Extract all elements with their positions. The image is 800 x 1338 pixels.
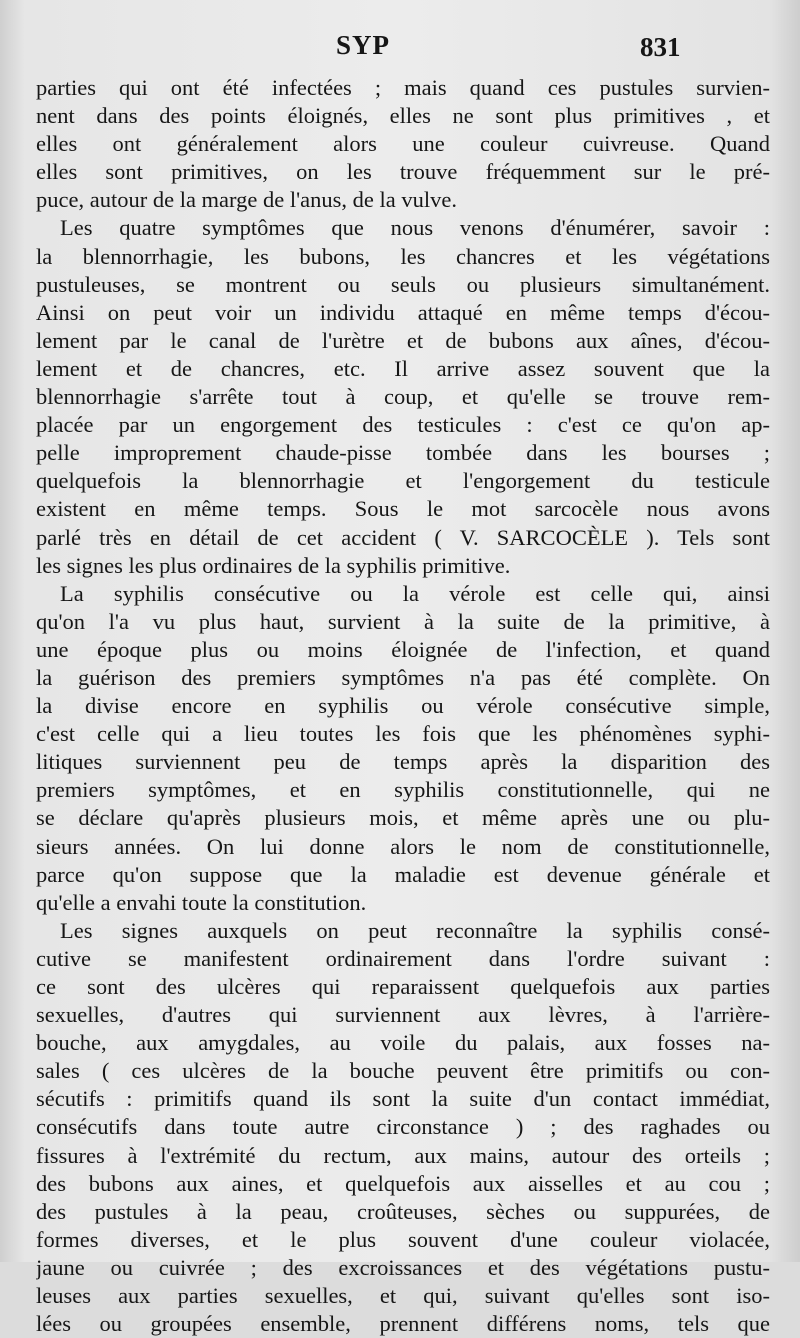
text-line: placée par un engorgement des testicules : c'est ce qu'on ap- — [36, 412, 770, 438]
text-line: bouche, aux amygdales, au voile du palais, aux fosses na- — [36, 1030, 770, 1056]
text-line: une époque plus ou moins éloignée de l'infection, et quand — [36, 636, 770, 662]
text-line: la divise encore en syphilis ou vérole consécutive simple, — [36, 693, 770, 719]
text-line: elles sont primitives, on les trouve fréquemment sur le pré- — [36, 159, 770, 185]
text-line: se déclare qu'après plusieurs mois, et même après une ou plu- — [36, 805, 770, 831]
text-line: sexuelles, d'autres qui surviennent aux lèvres, à l'arrière- — [36, 1002, 770, 1028]
running-head — [0, 30, 800, 64]
text-line: parties qui ont été infectées ; mais quand ces pustules survien- — [36, 75, 770, 100]
text-line: les signes les plus ordinaires de la syphilis primitive. — [36, 552, 511, 578]
text-line: parlé très en détail de cet accident ( V. SARCOCÈLE ). Tels sont — [36, 524, 770, 550]
text-line: la guérison des premiers symptômes n'a pas été complète. On — [36, 664, 770, 690]
text-line: des bubons aux aines, et quelquefois aux aisselles et au cou ; — [36, 1170, 770, 1196]
text-line: lement par le canal de l'urètre et de bubons aux aînes, d'écou- — [36, 327, 770, 353]
text-line: elles ont généralement alors une couleur cuivreuse. Quand — [36, 131, 770, 157]
text-line: pustuleuses, se montrent ou seuls ou plusieurs simultanément. — [36, 271, 770, 297]
paragraph-start-line: Les signes auxquels on peut reconnaître la syphilis consé- — [60, 917, 770, 943]
paragraph-start-line: La syphilis consécutive ou la vérole est celle qui, ainsi — [60, 580, 770, 606]
text-line: qu'on l'a vu plus haut, survient à la suite de la primitive, à — [36, 608, 770, 634]
text-line: litiques surviennent peu de temps après la disparition des — [36, 749, 770, 775]
text-line: lement et de chancres, etc. Il arrive assez souvent que la — [36, 355, 770, 381]
text-line: puce, autour de la marge de l'anus, de la vulve. — [36, 187, 457, 213]
text-line: la blennorrhagie, les bubons, les chancres et les végétations — [36, 243, 770, 269]
text-line: c'est celle qui a lieu toutes les fois que les phénomènes syphi- — [36, 721, 770, 747]
text-line: quelquefois la blennorrhagie et l'engorgement du testicule — [36, 468, 770, 494]
paragraph-start-line: Les quatre symptômes que nous venons d'énumérer, savoir : — [60, 215, 770, 241]
text-line: blennorrhagie s'arrête tout à coup, et qu'elle se trouve rem- — [36, 384, 770, 410]
page-number: 831 — [640, 32, 681, 62]
text-line: nent dans des points éloignés, elles ne sont plus primitives , et — [36, 103, 770, 129]
text-line: premiers symptômes, et en syphilis constitutionnelle, qui ne — [36, 777, 770, 803]
body-text — [36, 74, 770, 1338]
text-line: cutive se manifestent ordinairement dans l'ordre suivant : — [36, 945, 770, 971]
running-head-title: SYP — [336, 30, 391, 60]
text-line: sécutifs : primitifs quand ils sont la suite d'un contact immédiat, — [36, 1086, 770, 1112]
text-line: parce qu'on suppose que la maladie est devenue générale et — [36, 861, 770, 887]
text-line: ce sont des ulcères qui reparaissent quelquefois aux parties — [36, 974, 770, 999]
text-line: sieurs années. On lui donne alors le nom de constitutionnelle, — [36, 833, 770, 859]
text-line: leuses aux parties sexuelles, et qui, suivant qu'elles sont iso- — [36, 1283, 770, 1309]
text-line: jaune ou cuivrée ; des excroissances et des végétations pustu- — [36, 1254, 770, 1280]
text-line: qu'elle a envahi toute la constitution. — [36, 889, 367, 915]
text-line: formes diverses, et le plus souvent d'une couleur violacée, — [36, 1226, 770, 1252]
text-line: des pustules à la peau, croûteuses, sèches ou suppurées, de — [36, 1198, 770, 1224]
text-line: existent en même temps. Sous le mot sarcocèle nous avons — [36, 496, 770, 522]
text-line: fissures à l'extrémité du rectum, aux mains, autour des orteils ; — [36, 1142, 770, 1168]
text-line: pelle improprement chaude-pisse tombée dans les bourses ; — [36, 440, 770, 466]
text-line: lées ou groupées ensemble, prennent différens noms, tels que — [36, 1311, 770, 1337]
text-line: sales ( ces ulcères de la bouche peuvent être primitifs ou con- — [36, 1058, 770, 1084]
text-line: Ainsi on peut voir un individu attaqué en même temps d'écou- — [36, 299, 770, 325]
text-line: consécutifs dans toute autre circonstance ) ; des raghades ou — [36, 1114, 770, 1140]
